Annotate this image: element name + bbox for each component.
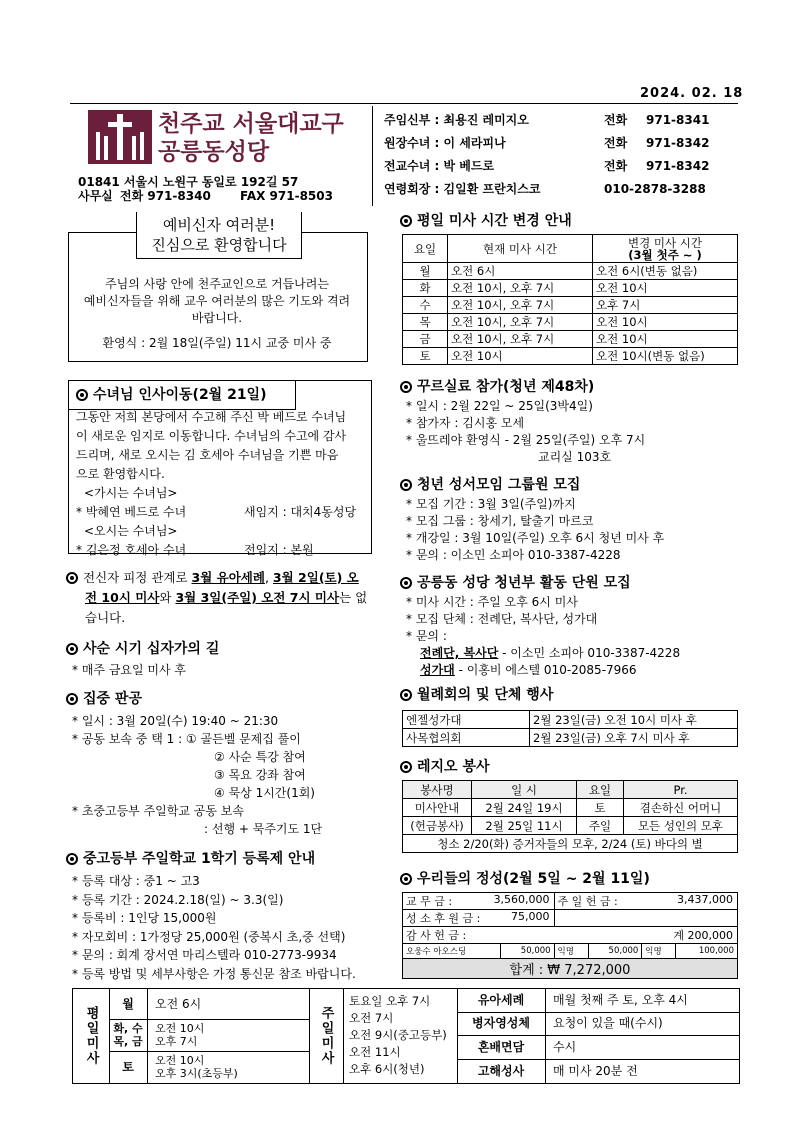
section-bullet-icon (400, 479, 412, 491)
leaving-label: <가시는 수녀님> (84, 486, 178, 500)
monthly-title-text: 월례회의 및 단체 행사 (417, 687, 554, 703)
youth-title-text: 공릉동 성당 청년부 활동 단원 모집 (417, 575, 631, 591)
table-row (403, 959, 738, 979)
weekday-row (109, 989, 309, 1020)
school-title-text: 중고등부 주일학교 1학기 등록제 안내 (83, 851, 316, 867)
table-cell: 오후 7시 (593, 297, 738, 314)
welcome-body-line: 예비신자들을 위해 교우 여러분의 많은 기도와 격려 (83, 294, 351, 308)
school-body (72, 872, 356, 983)
table-cell: 목 (403, 314, 448, 331)
table-cell: 50,000 (500, 944, 554, 959)
weekday-table (402, 234, 738, 365)
bible-line: * 개강일 : 3월 10일(주일) 오후 6시 청년 미사 후 (406, 531, 665, 545)
notice-emph: 전 10시 미사 (85, 590, 160, 605)
cursillo-line: * 울뜨레야 환영식 - 2월 25일(주일) 오후 7시 (406, 433, 646, 447)
table-header-line: 변경 미사 시간 (628, 235, 702, 250)
coming-label: <오시는 수녀님> (84, 524, 178, 538)
table-row (403, 927, 738, 944)
sister-p: 으로 환영합시다. (76, 467, 165, 481)
table-header: 요일 (577, 781, 624, 799)
contacts-divider (372, 106, 373, 206)
notice-emph: 3월 유아세례 (191, 570, 265, 585)
cursillo-line: * 일시 : 2월 22일 ~ 25일(3박4일) (406, 399, 593, 413)
table-cell: 오전 10시 (593, 280, 738, 297)
section-bullet-icon (400, 689, 412, 701)
leaving-row (76, 503, 357, 522)
weekday-mass-label-text: 평일미사 (83, 1006, 99, 1066)
school-line: * 등록비 : 1인당 15,000원 (72, 911, 217, 925)
legio-table (402, 780, 738, 853)
confession-date: * 일시 : 3월 20일(수) 19:40 ~ 21:30 (72, 714, 279, 728)
sunday-mass-label-text: 주일미사 (318, 1006, 334, 1066)
sacrament-name: 병자영성체 (472, 1016, 530, 1030)
bulletin-date: 2024. 02. 18 (640, 86, 744, 101)
weekday-title-text: 평일 미사 시간 변경 안내 (417, 213, 572, 229)
offering-value: 3,437,000 (677, 893, 733, 906)
confession-body (72, 712, 322, 838)
contact-role: 연령회장 : 김일환 프란치스코 (384, 182, 541, 196)
office-label: 사무실 (78, 189, 113, 203)
table-cell: 오웅수 아오스딩 (403, 944, 501, 959)
notice-text: 습니다. (85, 610, 126, 625)
notice-emph: 3월 3일(주일) 오전 7시 미사 (175, 590, 340, 605)
notice-text: 와 (159, 590, 176, 605)
table-row (403, 781, 738, 799)
table-header-line: (3월 첫주 ~ ) (628, 247, 702, 262)
sister-body (76, 408, 357, 560)
sacrament-time: 매 미사 20분 전 (553, 1064, 638, 1078)
confession-youth-detail: : 선행 + 묵주기도 1단 (204, 822, 323, 836)
offering-label: 감 사 헌 금 : (406, 929, 467, 942)
table-row (403, 944, 738, 959)
table-cell: 오전 10시, 오후 7시 (448, 280, 593, 297)
table-cell: (헌금봉사) (403, 817, 472, 835)
youth-line: * 문의 : (406, 629, 447, 643)
table-header: 요일 (403, 235, 448, 263)
cursillo-line: 교리실 103호 (538, 450, 612, 464)
table-row (403, 314, 738, 331)
welcome-title2: 진심으로 환영합니다 (151, 236, 287, 254)
mass-cancel-notice (66, 568, 372, 628)
offering-label: 주 일 헌 금 : (557, 895, 618, 908)
welcome-body-line: 주님의 사랑 안에 천주교인으로 거듭나려는 (105, 277, 329, 291)
church-name-line2: 공릉동성당 (158, 139, 270, 165)
offering-value: 계 200,000 (673, 929, 733, 942)
table-cell: 오전 10시, 오후 7시 (448, 297, 593, 314)
weekday-title (400, 212, 572, 230)
youth-contact: - 이홍비 에스텔 010-2085-7966 (454, 663, 637, 677)
welcome-title-box (136, 212, 302, 259)
table-header: 일 시 (472, 781, 577, 799)
office-tel: 전화 971-8340 (120, 189, 211, 203)
confession-title (66, 690, 142, 708)
offering-value: 3,560,000 (493, 893, 550, 906)
sacrament-row (457, 1059, 739, 1083)
table-header: Pr. (624, 781, 738, 799)
lent-line: * 매주 금요일 미사 후 (72, 663, 186, 677)
table-row (403, 331, 738, 348)
cursillo-title-text: 꾸르실료 참가(청년 제48차) (417, 379, 595, 395)
table-row (403, 893, 738, 910)
contact-row (384, 135, 734, 158)
office-fax: FAX 971-8503 (240, 189, 333, 203)
offering-label: 성 소 후 원 금 : (406, 912, 481, 925)
table-cell: 청소 2/20(화) 증거자들의 모후, 2/24 (토) 바다의 별 (403, 835, 738, 853)
sacrament-time: 매월 첫째 주 토, 오후 4시 (553, 993, 688, 1007)
table-row (403, 711, 738, 729)
section-bullet-icon (400, 577, 412, 589)
table-cell: 겸손하신 어머니 (624, 799, 738, 817)
section-bullet-icon (66, 643, 78, 655)
monthly-table (402, 710, 738, 747)
table-cell: 토 (403, 348, 448, 365)
welcome-body-line: 바랍니다. (191, 311, 243, 325)
sacrament-name: 고해성사 (477, 1064, 525, 1078)
table-cell (403, 910, 555, 927)
sunday-times (349, 993, 447, 1078)
section-bullet-icon (76, 389, 88, 401)
table-row (403, 817, 738, 835)
offering-label: 교 무 금 : (406, 895, 453, 908)
table-row (403, 348, 738, 365)
youth-group: 전례단, 복사단 (420, 646, 499, 660)
offering-title (400, 870, 650, 888)
table-cell: 100,000 (676, 944, 738, 959)
table-cell: 미사안내 (403, 799, 472, 817)
table-header (593, 235, 738, 263)
contact-row (384, 158, 734, 181)
sister-p: 이 새로운 임지로 이동합니다. 수녀님의 수고에 감사 (76, 429, 347, 443)
contact-tel: 971-8342 (646, 159, 710, 173)
offering-table (402, 892, 738, 979)
confession-youth: * 초중고등부 주일학교 공동 보속 (72, 804, 244, 818)
church-name-line1: 천주교 서울대교구 (158, 111, 344, 137)
sister-title-text: 수녀님 인사이동(2월 21일) (93, 387, 267, 403)
sunday-time: 오전 7시 (349, 1011, 394, 1025)
youth-group: 성가대 (420, 663, 455, 677)
weekday-time: 오전 10시 오후 3시(초등부) (155, 1054, 238, 1080)
contact-tel-label: 전화 (604, 159, 628, 173)
schedule-box (72, 988, 740, 1084)
table-header: 봉사명 (403, 781, 472, 799)
section-bullet-icon (66, 853, 78, 865)
welcome-ceremony: 환영식 : 2월 18일(주일) 11시 교중 미사 중 (102, 336, 332, 350)
table-cell: 사목협의회 (403, 729, 530, 747)
coming-name: * 김은정 호세아 수녀 (76, 543, 187, 557)
confession-choice-item: ④ 묵상 1시간(1회) (214, 786, 315, 800)
confession-title-text: 집중 판공 (83, 691, 142, 707)
table-cell: 익명 (642, 944, 676, 959)
header-rule (70, 103, 738, 104)
school-line: * 등록 방법 및 세부사항은 가정 통신문 참조 바랍니다. (72, 966, 356, 981)
table-header: 현재 미사 시간 (448, 235, 593, 263)
cursillo-title (400, 378, 594, 396)
table-cell: 오전 10시, 오후 7시 (448, 314, 593, 331)
table-row (403, 297, 738, 314)
cursillo-body (406, 398, 645, 466)
bible-line: * 모집 그룹 : 창세기, 탈출기 마르코 (406, 514, 594, 528)
table-cell: 오전 10시 (593, 314, 738, 331)
section-bullet-icon (400, 761, 412, 773)
weekday-day: 월 (122, 997, 134, 1011)
weekday-time: 오전 6시 (155, 997, 202, 1011)
bible-line: * 모집 기간 : 3월 3일(주일)까지 (406, 497, 576, 511)
youth-contact: - 이소민 소피아 010-3387-4228 (498, 646, 681, 660)
table-cell (403, 927, 738, 944)
confession-choice-item: ② 사순 특강 참여 (214, 750, 306, 764)
table-cell: 오전 10시 (448, 348, 593, 365)
confession-choice-item: ③ 목요 강좌 참여 (214, 768, 306, 782)
sacrament-row (457, 989, 739, 1013)
leaving-name: * 박혜연 베드로 수녀 (76, 505, 187, 519)
sacrament-time: 수시 (553, 1040, 577, 1054)
contact-tel: 971-8341 (646, 113, 710, 127)
table-cell: 2월 23일(금) 오전 10시 미사 후 (530, 711, 738, 729)
youth-title (400, 574, 631, 592)
sacrament-name: 유아세례 (477, 993, 525, 1007)
table-row (403, 263, 738, 280)
school-line: * 문의 : 회계 장서연 마리스텔라 010-2773-9934 (72, 948, 337, 962)
section-bullet-icon (66, 572, 78, 584)
table-cell: 2월 23일(금) 오후 7시 미사 후 (530, 729, 738, 747)
offering-title-text: 우리들의 정성(2월 5일 ~ 2월 11일) (417, 871, 650, 887)
confession-choice: * 공동 보속 중 택 1 : ① 골든벨 문제집 풀이 (72, 732, 301, 746)
table-cell: 주일 (577, 817, 624, 835)
weekday-mass-label (73, 989, 110, 1083)
youth-line: * 모집 단체 : 전례단, 복사단, 성가대 (406, 612, 598, 626)
school-line: * 등록 대상 : 중1 ~ 고3 (72, 874, 200, 888)
contact-tel-label: 전화 (604, 136, 628, 150)
notice-text: , (264, 570, 273, 585)
table-cell: 오전 10시 (593, 331, 738, 348)
bible-line: * 문의 : 이소민 소피아 010-3387-4228 (406, 548, 621, 562)
table-cell: 50,000 (588, 944, 642, 959)
lent-title-text: 사순 시기 십자가의 길 (83, 641, 220, 657)
table-row (403, 835, 738, 853)
welcome-body (68, 276, 366, 352)
table-row (403, 910, 738, 927)
table-cell: 수 (403, 297, 448, 314)
sunday-time: 토요일 오후 7시 (349, 994, 431, 1008)
table-cell: 오전 10시(변동 없음) (593, 348, 738, 365)
table-cell: 2월 25일 11시 (472, 817, 577, 835)
bible-body (406, 496, 664, 564)
section-bullet-icon (400, 873, 412, 885)
table-cell: 익명 (554, 944, 588, 959)
table-cell: 금 (403, 331, 448, 348)
sister-title (76, 386, 266, 404)
table-cell: 엔젤성가대 (403, 711, 530, 729)
monthly-title (400, 686, 553, 704)
sunday-time: 오후 6시(청년) (349, 1062, 425, 1076)
youth-line: * 미사 시간 : 주일 오후 6시 미사 (406, 595, 578, 609)
church-logo (88, 110, 152, 164)
welcome-title1: 예비신자 여러분! (162, 216, 276, 234)
offering-total: 합계 : ₩ 7,272,000 (403, 959, 738, 979)
sunday-time: 오전 11시 (349, 1045, 401, 1059)
table-cell: 화 (403, 280, 448, 297)
weekday-time: 오전 10시 오후 7시 (155, 1022, 205, 1048)
table-row (403, 729, 738, 747)
contact-tel: 971-8342 (646, 136, 710, 150)
sacrament-row (457, 1012, 739, 1036)
sister-p: 드리며, 새로 오시는 김 호세아 수녀님을 기쁜 마음 (76, 448, 339, 462)
table-cell (403, 893, 555, 910)
coming-row (76, 541, 346, 560)
legio-title (400, 758, 490, 776)
lent-title (66, 640, 219, 658)
weekday-day: 토 (122, 1060, 134, 1074)
section-bullet-icon (66, 693, 78, 705)
contact-list (384, 112, 734, 204)
bible-title (400, 476, 580, 494)
contact-role: 주임신부 : 최용진 레미지오 (384, 113, 529, 127)
table-cell: 월 (403, 263, 448, 280)
church-address: 01841 서울시 노원구 동일로 192길 57 (78, 175, 299, 189)
contact-row (384, 112, 734, 135)
table-cell: 토 (577, 799, 624, 817)
table-cell (554, 893, 737, 910)
contact-role: 전교수녀 : 박 베드로 (384, 159, 495, 173)
notice-emph: 3월 2일(토) 오 (272, 570, 359, 585)
sunday-mass-label (309, 989, 344, 1083)
table-cell (554, 910, 737, 927)
weekday-day: 화, 수 목, 금 (113, 1022, 143, 1048)
table-cell: 오전 6시(변동 없음) (593, 263, 738, 280)
contact-tel-label: 전화 (604, 113, 628, 127)
sacrament-row (457, 1035, 739, 1060)
contact-tel: 010-2878-3288 (604, 182, 706, 196)
sister-p: 그동안 저희 본당에서 수고해 주신 박 베드로 수녀님 (76, 410, 347, 424)
table-row (403, 799, 738, 817)
coming-place: 전임지 : 본원 (244, 543, 314, 557)
table-cell: 모든 성인의 모후 (624, 817, 738, 835)
school-line: * 등록 기간 : 2024.2.18(일) ~ 3.3(일) (72, 892, 284, 907)
cursillo-line: * 참가자 : 김시홍 모세 (406, 416, 525, 430)
bible-title-text: 청년 성서모임 그룹원 모집 (417, 477, 581, 493)
school-line: * 자모회비 : 1가정당 25,000원 (중복시 초,중 선택) (72, 929, 346, 944)
section-bullet-icon (400, 215, 412, 227)
weekday-row (109, 1051, 309, 1083)
sacrament-time: 요청이 있을 때(수시) (553, 1016, 663, 1030)
leaving-place: 새임지 : 대치4동성당 (244, 505, 357, 519)
table-row (403, 280, 738, 297)
notice-text: 전신자 피정 관계로 (83, 570, 192, 585)
sunday-time: 오전 9시(중고등부) (349, 1028, 447, 1042)
offering-value: 75,000 (511, 910, 550, 923)
cross-icon (88, 110, 152, 164)
sacrament-name: 혼배면담 (477, 1040, 525, 1054)
weekday-row (109, 1019, 309, 1052)
youth-body (406, 594, 680, 679)
contact-row (384, 181, 734, 204)
table-cell: 오전 6시 (448, 263, 593, 280)
school-title (66, 850, 315, 868)
legio-title-text: 레지오 봉사 (417, 759, 490, 775)
notice-text: 는 없 (339, 590, 368, 605)
table-cell: 2월 24일 19시 (472, 799, 577, 817)
contact-role: 원장수녀 : 이 세라피나 (384, 136, 506, 150)
section-bullet-icon (400, 381, 412, 393)
table-cell: 오전 10시, 오후 7시 (448, 331, 593, 348)
